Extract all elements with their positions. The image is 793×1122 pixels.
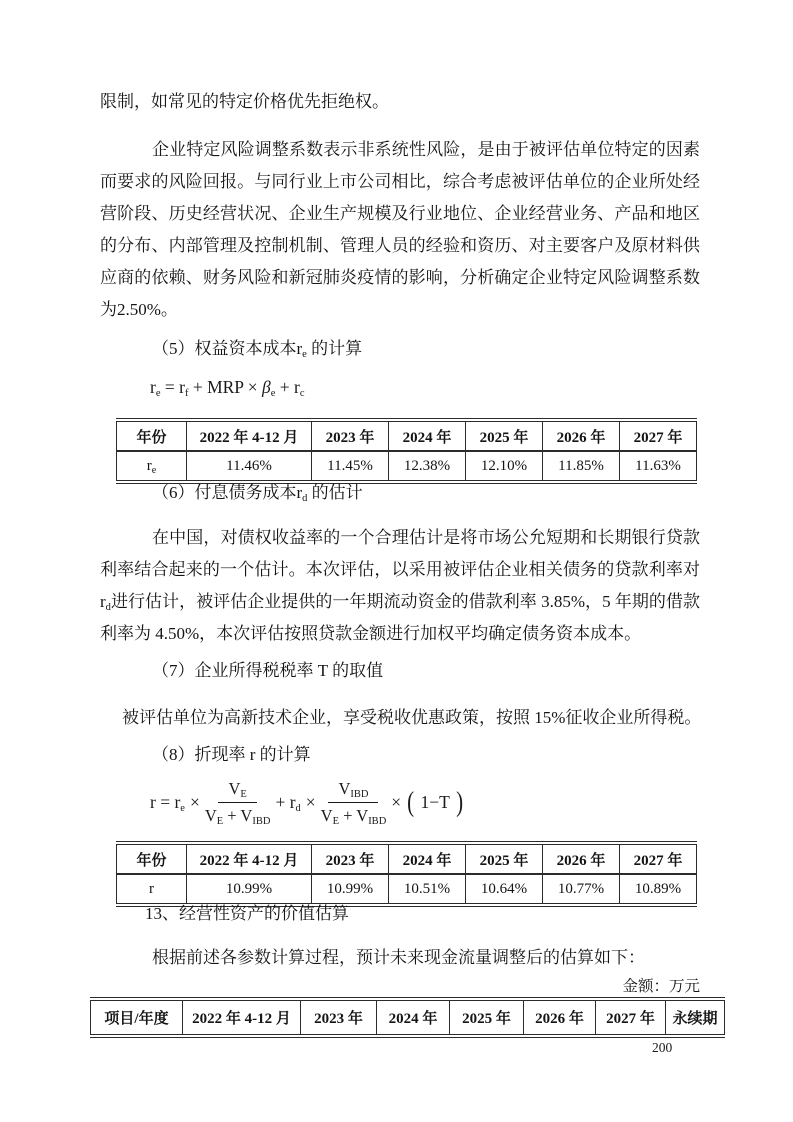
table-header-cell: 2026 年: [543, 420, 620, 451]
fraction-denominator: [205, 803, 271, 826]
row-label-r: r: [117, 874, 187, 905]
formula-re-term: + r: [275, 377, 300, 397]
cost-of-equity-table: [116, 418, 697, 484]
paragraph-specific-risk-adjustment: 企业特定风险调整系数表示非系统性风险，是由于被评估单位特定的因素而要求的风险回报。与同行业上市公司相比，综合考虑被评估单位的企业所处经营阶段、历史经营状况、企业生产规模及行业地位、企业经营业务、产品和地区的分布、内部管理及控制机制、管理人员的经验和资历、对主要客户及原材料供应商的依赖、财务风险和新冠肺炎疫情的影响，分析确定企业特定风险调整系数为2.50%。: [100, 140, 700, 319]
heading-5-prefix: （5）权益资本成本r: [152, 339, 303, 358]
formula-r-sub: IBD: [368, 816, 387, 827]
discount-rate-table: [116, 841, 697, 907]
heading-6-prefix: （6）付息债务成本r: [152, 483, 303, 502]
formula-re-term: r: [150, 377, 156, 397]
formula-r-term: V: [320, 806, 333, 825]
table-cell: 10.64%: [466, 874, 543, 905]
cashflow-valuation-table: [90, 997, 725, 1038]
table-header-cell: 2024 年: [389, 420, 466, 451]
paragraph-cost-of-debt-part2: 进行估计，被评估企业提供的一年期流动资金的借款利率 3.85%，5 年期的借款利率为 4.50%，本次评估按照贷款金额进行加权平均确定债务资本成本。: [100, 592, 700, 643]
paragraph-income-tax: 被评估单位为高新技术企业，享受税收优惠政策，按照 15%征收企业所得税。: [122, 708, 702, 727]
table-header-cell: 年份: [117, 420, 187, 451]
formula-r-sub: IBD: [252, 816, 271, 827]
formula-r-sub: e: [180, 803, 185, 814]
heading-6-subscript: d: [302, 493, 308, 504]
table-cell: 11.45%: [312, 451, 389, 482]
table-header-cell: 2025 年: [450, 999, 524, 1036]
table-cell: 12.10%: [466, 451, 543, 482]
formula-re-sub: f: [184, 388, 189, 399]
table-header-cell: 2025 年: [466, 843, 543, 874]
formula-r-term: + V: [339, 806, 369, 825]
formula-r-sub: E: [240, 789, 247, 800]
row-label-base: r: [146, 457, 152, 474]
heading-section-5-cost-of-equity: [152, 338, 362, 360]
heading-6-suffix: 的估计: [307, 483, 363, 502]
multiply-operator: ×: [305, 792, 316, 812]
table-cell: 11.46%: [187, 451, 312, 482]
open-paren: (: [407, 786, 415, 818]
fraction-numerator: [328, 779, 378, 803]
formula-r-mid: [275, 792, 300, 813]
table-cell: 10.77%: [543, 874, 620, 905]
paragraph-cost-of-debt-part1: 在中国，对债权收益率的一个合理估计是将市场公允短期和长期银行贷款利率结合起来的一个估计。本次评估，以采用被评估企业相关债务的贷款利率对r: [100, 528, 700, 611]
table-header-cell: 2022 年 4-12 月: [187, 420, 312, 451]
formula-re-term: = r: [160, 377, 185, 397]
row-label-re: [117, 451, 187, 482]
table-header-cell: 2023 年: [301, 999, 377, 1036]
table-header-cell: 2026 年: [524, 999, 596, 1036]
heading-5-suffix: 的计算: [306, 339, 363, 358]
table-header-cell: 2026 年: [543, 843, 620, 874]
heading-section-6-cost-of-debt: [152, 482, 363, 504]
table-header-cell: 年份: [117, 843, 187, 874]
table-header-cell: 2027 年: [620, 843, 697, 874]
formula-r-sub: IBD: [350, 789, 369, 800]
heading-section-13-operating-assets: 13、经营性资产的价值估算: [145, 904, 349, 923]
formula-r-sub: E: [332, 816, 339, 827]
formula-r-lhs: [150, 792, 185, 813]
formula-r-term: V: [338, 779, 351, 798]
table-header-cell: 2022 年 4-12 月: [183, 999, 301, 1036]
table-header-row: [117, 843, 697, 874]
formula-re-term: + MRP ×: [188, 377, 263, 397]
table-cell: 10.89%: [620, 874, 697, 905]
formula-re-sub: e: [270, 388, 276, 399]
beta-symbol: β: [262, 377, 271, 397]
paragraph-cost-of-debt: [100, 522, 700, 650]
multiply-operator: ×: [189, 792, 200, 812]
formula-re-sub: e: [155, 388, 161, 399]
tax-shield-term: 1−T: [420, 792, 450, 812]
formula-r-term: r = r: [150, 792, 181, 812]
table-cell: 12.38%: [389, 451, 466, 482]
rd-subscript: d: [105, 602, 111, 613]
table-header-cell: 2027 年: [596, 999, 666, 1036]
table-header-cell: 2025 年: [466, 420, 543, 451]
close-paren: ): [455, 786, 463, 818]
formula-r-term: V: [228, 779, 241, 798]
formula-cost-of-equity: [150, 377, 305, 398]
paragraph-price-restriction: 限制，如常见的特定价格优先拒绝权。: [100, 92, 389, 111]
heading-section-8-discount-rate: （8）折现率 r 的计算: [152, 745, 311, 764]
table-header-cell: 2023 年: [312, 420, 389, 451]
table-cell: 11.63%: [620, 451, 697, 482]
fraction-numerator: [218, 779, 256, 803]
table-header-cell: 项目/年度: [91, 999, 183, 1036]
table-header-cell: 2024 年: [389, 843, 466, 874]
table-header-cell: 2022 年 4-12 月: [187, 843, 312, 874]
table-header-cell: 永续期: [666, 999, 725, 1036]
formula-discount-rate: [150, 779, 464, 826]
table-header-row: [117, 420, 697, 451]
table-cell: 10.99%: [312, 874, 389, 905]
table-cell: 10.51%: [389, 874, 466, 905]
heading-5-subscript: e: [302, 349, 307, 360]
table-data-row: [117, 874, 697, 905]
multiply-operator: ×: [391, 792, 402, 812]
formula-re-sub: c: [299, 388, 305, 399]
formula-r-term: + V: [223, 806, 253, 825]
page-number: 200: [652, 1040, 673, 1055]
fraction-debt-weight: [321, 779, 387, 826]
paragraph-cashflow-intro: 根据前述各参数计算过程，预计未来现金流量调整后的估算如下：: [152, 948, 645, 967]
table-cell: 11.85%: [543, 451, 620, 482]
table-header-cell: 2027 年: [620, 420, 697, 451]
formula-r-sub: d: [295, 803, 301, 814]
row-label-sub: e: [151, 464, 157, 476]
fraction-denominator: [321, 803, 387, 826]
formula-r-term: V: [204, 806, 217, 825]
formula-r-sub: E: [216, 816, 224, 827]
table-header-row: [91, 999, 725, 1036]
table-header-cell: 2023 年: [312, 843, 389, 874]
heading-section-7-income-tax: （7）企业所得税税率 T 的取值: [152, 661, 384, 680]
table-header-cell: 2024 年: [377, 999, 450, 1036]
formula-r-term: + r: [275, 792, 296, 812]
table-cell: 10.99%: [187, 874, 312, 905]
amount-unit-label: 金额：万元: [622, 978, 700, 995]
table-data-row: [117, 451, 697, 482]
fraction-equity-weight: [205, 779, 271, 826]
